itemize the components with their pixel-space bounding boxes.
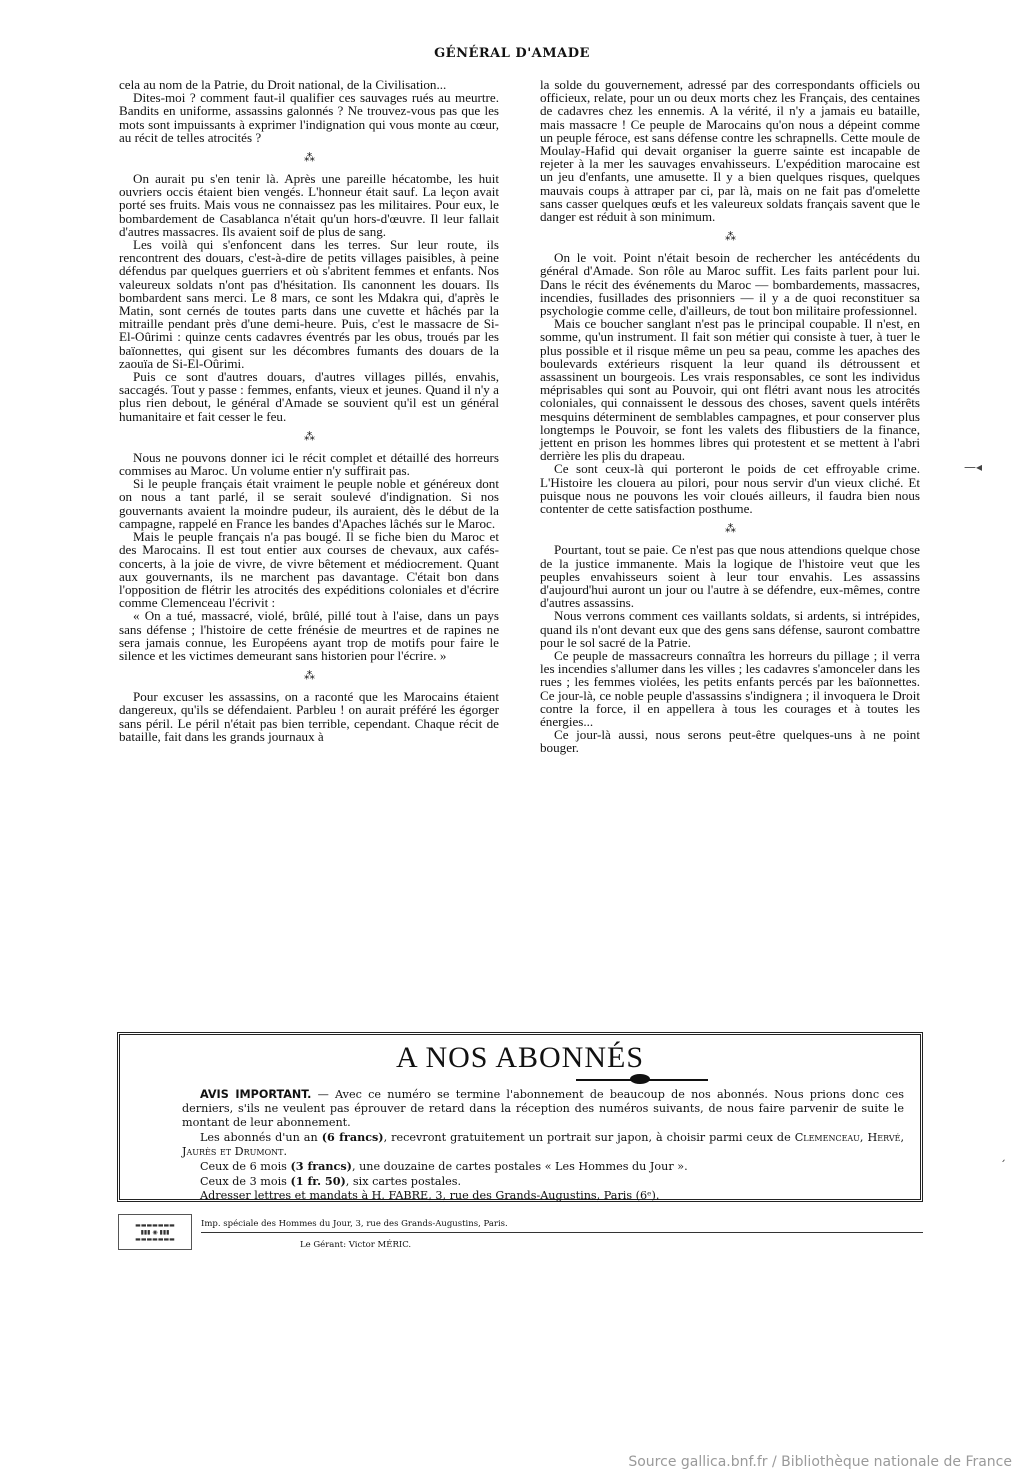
paragraph: Mais ce boucher sanglant n'est pas le principal coupable. Il n'est, en somme, qu'un instrument. Il fait son métier qui consiste à tuer, à tuer le plus possible et il risque même un peu sa peau, comme les apaches des boulevards extérieurs risquent la leur quand ils détroussent et assassinent un bourgeois. Les vrais responsables, ce sont les individus méprisables qui sont au Pouvoir, qui ont flétri avant nous les atrocités coloniales, qui connaissent le dessous des choses, savent quels intérêts mesquins déterminent de semblables campagnes, et pour conserver plus longtemps le Pouvoir, se font les valets des flibustiers de la finance, jettent en prison les hommes libres qui protestent et se mettent à l'abri derrière les plis du drapeau. xyxy=(540,316,920,464)
imprint-rule xyxy=(201,1232,923,1233)
section-separator: ⁂ xyxy=(304,670,314,683)
section-separator: ⁂ xyxy=(304,430,314,443)
notice-line-annual xyxy=(182,1130,904,1159)
margin-mark: —◂ xyxy=(964,460,983,474)
notice-price: (1 fr. 50) xyxy=(290,1174,346,1188)
gerant-line: Le Gérant: Victor MÉRIC. xyxy=(300,1240,412,1250)
notice-text: , recevront gratuitement un portrait sur japon, à choisir parmi ceux de xyxy=(383,1131,795,1144)
paragraph: Nous verrons comment ces vaillants soldats, si ardents, si intrépides, quand ils n'ont devant eux que des gens sans défense, sauront combattre pour le sol sacré de la Patrie. xyxy=(540,608,920,650)
paragraph: On aurait pu s'en tenir là. Après une pareille hécatombe, les huit ouvriers occis étaient bien vengés. L'honneur était sauf. La leçon avait porté ses fruits. Mais vous ne connaissez pas les militaires. Pour eux, le bombardement de Casablanca n'était qu'un hors-d'œuvre. Il leur fallait d'autres massacres. Ils avaient soif de plus de sang. xyxy=(119,171,499,239)
notice-text: , six cartes postales. xyxy=(345,1175,462,1188)
paragraph: Dites-moi ? comment faut-il qualifier ces sauvages rués au meurtre. Bandits en uniforme, assassins galonnés ? Ne trouvez-vous pas que les mots sont impuissants à exprimer l'indignation qui vous monte au cœur, au récit de telles atrocités ? xyxy=(119,90,499,145)
source-footer: Source gallica.bnf.fr / Bibliothèque nationale de France xyxy=(628,1454,1012,1470)
avis-text: — Avec ce numéro se termine l'abonnement de beaucoup de nos abonnés. Nous prions donc ces derniers, s'ils ne veulent pas éprouver de retard dans la réception des numéros suivants, de nous faire parvenir de suite le montant de leur abonnement. xyxy=(182,1088,904,1129)
imprint-line: Imp. spéciale des Hommes du Jour, 3, rue des Grands-Augustins, Paris. xyxy=(201,1219,508,1229)
page-header-title: GÉNÉRAL D'AMADE xyxy=(434,46,590,61)
notice-line-six-months xyxy=(182,1159,904,1174)
notice-price: (6 francs) xyxy=(321,1130,384,1144)
paragraph: Pour excuser les assassins, on a raconté que les Marocains étaient dangereux, qu'ils se défendaient. Parbleu ! on aurait préféré les égorger sans péril. Le péril n'était pas bien terrible, cependant. Chaque récit de bataille, fait dans les grands journaux à xyxy=(119,689,499,744)
paragraph: Ce peuple de massacreurs connaîtra les horreurs du pillage ; il verra les incendies s'allumer dans les villes ; les cadavres s'amonceler dans les rues ; les femmes violées, les petits enfants percés par les baïonnettes. Ce jour-là, ce noble peuple d'assassins s'indignera ; il invoquera le Droit contre la force, il en appellera à tous les courages et à toutes les énergies... xyxy=(540,647,920,729)
section-separator: ⁂ xyxy=(725,523,735,536)
notice-body xyxy=(182,1088,904,1203)
notice-line-three-months xyxy=(182,1174,904,1189)
paragraph: Les voilà qui s'enfoncent dans les terres. Sur leur route, ils rencontrent des douars, c'est-à-dire de petits villages paisibles, à peine défendus par quelques guerriers et où s'abritent femmes et enfants. Nos valeureux soldats n'ont pas d'hésitation. Ils canonnent les douars. Ils bombardent sans merci. Le 8 mars, ce sont les Mdakra qui, d'après le Matin, sont cernés de toutes parts dans une cuvette et hâchés par la mitraille pendant près d'une demi-heure. Puis, c'est le massacre de Si-El-Oûrimi : quinze cents cadavres éventrés par les obus, troués par les baïonnettes, qui gisent sur les décombres fumants des douars de la zaouïa de Si-El-Oûrimi. xyxy=(119,237,499,371)
avis-label: AVIS IMPORTANT. xyxy=(200,1088,312,1101)
paragraph: Pourtant, tout se paie. Ce n'est pas que nous attendions quelque chose de la justice immanente. Mais la logique de l'histoire veut que les peuples envahisseurs soient à leur tour envahis. Les assassins d'aujourd'hui auront un jour ou l'autre à se défendre, eux-mêmes, contre d'autres assassins. xyxy=(540,542,920,611)
section-separator: ⁂ xyxy=(725,231,735,244)
paragraph: Mais le peuple français n'a pas bougé. Il se fiche bien du Maroc et des Marocains. Il est tout entier aux courses de chevaux, aux cafés-concerts, à la joie de vivre, de vivre bêtement et médiocrement. Quant aux gouvernants, ils ne marchent pas davantage. C'était bon dans l'opposition de flétrir les atrocités des expéditions coloniales et d'écrire comme Clemenceau l'écrivit : xyxy=(119,529,499,611)
notice-ornament-dot xyxy=(630,1074,650,1084)
notice-text: Ceux de 6 mois xyxy=(200,1160,291,1173)
paragraph: On le voit. Point n'était besoin de rechercher les antécédents du général d'Amade. Son rôle au Maroc suffit. Les faits parlent pour lui. Dans le récit des événements du Maroc — bombardements, massacres, incendies, fusillades des prisonniers — il y a de quoi reconstituer sa psychologie comme celle, d'ailleurs, de tout bon militaire professionnel. xyxy=(540,250,920,319)
notice-avis-paragraph xyxy=(182,1088,904,1130)
notice-text: Les abonnés d'un an xyxy=(200,1131,322,1144)
section-separator: ⁂ xyxy=(304,152,314,165)
union-label-logo: ▬▬▬▬▬▬▬ ▮▮▮ ◉ ▮▮▮ ▬▬▬▬▬▬▬ xyxy=(118,1214,192,1250)
notice-names: Clemenceau, Hervé, Jaurès et Drumont. xyxy=(182,1131,904,1158)
right-column xyxy=(540,78,920,755)
paragraph: Puis ce sont d'autres douars, d'autres villages pillés, envahis, saccagés. Tout y passe : femmes, enfants, vieux et jeunes. Quand il n'y a plus rien debout, le général d'Amade se souvient qu'il est un général humanitaire et fait cesser le feu. xyxy=(119,369,499,424)
subscriber-notice-box xyxy=(117,1032,923,1202)
paragraph: Ce sont ceux-là qui porteront le poids de cet effroyable crime. L'Histoire les clouera au pilori, pour nous servir d'un vieux cliché. Et puisque nous ne pouvons les voir cloués ailleurs, il faudra bien nous contenter de cette satisfaction posthume. xyxy=(540,461,920,517)
paragraph: Ce jour-là aussi, nous serons peut-être quelques-uns à ne point bouger. xyxy=(540,727,920,756)
left-column xyxy=(119,78,499,743)
notice-text: Ceux de 3 mois xyxy=(200,1175,291,1188)
notice-title: A NOS ABONNÉS xyxy=(395,1041,645,1074)
notice-text: , une douzaine de cartes postales « Les Hommes du Jour ». xyxy=(351,1160,688,1173)
paragraph: Nous ne pouvons donner ici le récit complet et détaillé des horreurs commises au Maroc. Un volume entier n'y suffirait pas. xyxy=(119,449,499,479)
paragraph: « On a tué, massacré, violé, brûlé, pillé tout à l'aise, dans un pays sans défense ; l'histoire de cette frénésie de meurtres et de rapines ne sera jamais connue, les Européens ayant trop de motifs pour faire le silence et les victimes demeurant sans historien pour l'écrire. » xyxy=(119,608,499,663)
paragraph: la solde du gouvernement, adressé par des correspondants officiels ou officieux, relate, pour un ou deux morts chez les Français, des centaines de cadavres chez les ennemis. A la vérité, il n'y a jamais eu bataille, mais massacre ! Ce peuple de Marocains qu'on nous a dépeint comme un peuple féroce, est sans défense contre les schrapnells. Cette moule de Moulay-Hafid qui devait organiser la guerre sainte est incapable de rejeter à la mer les sauvages envahisseurs. L'expédition marocaine est un jeu d'enfants, une amusette. Il y a bien quelques risques, quelques mauvais coups à attraper par ci, par là, mais on ne fait pas d'omelette sans casser quelques œufs et les valeureux soldats français savent que le danger est réduit à son minimum. xyxy=(540,77,920,225)
paragraph: Si le peuple français était vraiment le peuple noble et généreux dont on nous a tant parlé, il se serait soulevé d'indignation. Si nos gouvernants avaient la moindre pudeur, ils auraient, dès le début de la campagne, rappelé en France les bandes d'Apaches lâchés sur le Maroc. xyxy=(119,476,499,531)
notice-line-address: Adresser lettres et mandats à H. FABRE, 3, rue des Grands-Augustins, Paris (6ᵉ). xyxy=(200,1189,660,1202)
margin-mark: ˏ xyxy=(1000,1148,1006,1162)
notice-price: (3 francs) xyxy=(290,1159,352,1173)
paragraph: cela au nom de la Patrie, du Droit national, de la Civilisation... xyxy=(119,77,447,92)
